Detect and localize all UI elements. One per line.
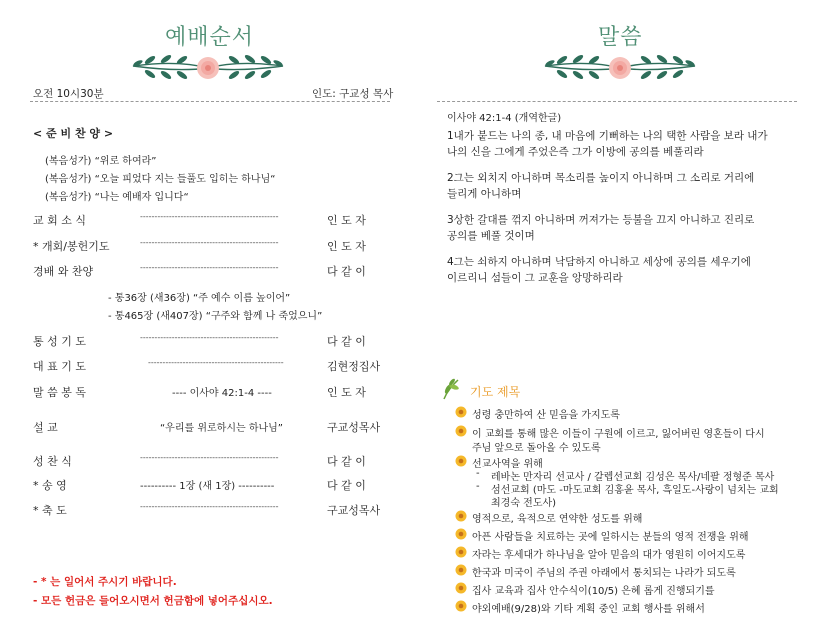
prayer-item: 이 교회를 통해 많은 이들이 구원에 이르고, 잃어버린 영혼들이 다시 <box>472 429 765 440</box>
left-divider <box>30 101 390 102</box>
order-middle: ------------------------------------------------ <box>140 333 279 342</box>
verse-line: 2그는 외치지 아니하며 목소리를 높이지 아니하며 그 소리로 거리에 <box>447 172 755 184</box>
right-divider <box>437 101 797 102</box>
verse-line: 4그는 쇠하지 아니하며 낙담하지 아니하고 세상에 공의를 세우기에 <box>447 256 751 268</box>
prayer-item: 선교사역을 위해 <box>472 459 543 470</box>
prayer-item: 야외예배(9/28)와 기타 계획 중인 교회 행사를 위해서 <box>472 604 705 615</box>
mission-item: 섬선교회 (마도 -마도교회 김홍윤 목사, 흑일도-사랑이 넘치는 교회 <box>491 485 779 496</box>
order-person: 다 같 이 <box>327 335 366 348</box>
sunflower-bullet-icon <box>455 564 467 576</box>
sunflower-bullet-icon <box>455 510 467 522</box>
order-middle: ------------------------------------------------ <box>140 502 279 511</box>
order-person: 다 같 이 <box>327 479 366 492</box>
order-person: 인 도 자 <box>327 214 366 227</box>
order-person: 다 같 이 <box>327 265 366 278</box>
floral-ornament-icon <box>540 50 700 86</box>
order-label: * 축 도 <box>33 504 67 517</box>
order-label: * 개회/봉헌기도 <box>33 240 110 253</box>
order-label: 교 회 소 식 <box>33 214 86 227</box>
order-label: 설 교 <box>33 421 58 434</box>
order-person: 김현정집사 <box>327 360 381 373</box>
order-person: 다 같 이 <box>327 455 366 468</box>
service-leader: 인도: 구교성 목사 <box>312 88 394 100</box>
sunflower-bullet-icon <box>455 406 467 418</box>
order-middle: ---- 이사야 42:1-4 ---- <box>172 388 272 399</box>
scripture-reference: 이사야 42:1-4 (개역한글) <box>447 113 562 124</box>
prep-praise-heading: < 준 비 찬 양 > <box>33 127 114 140</box>
verse-line: 3상한 갈대를 꺾지 아니하며 꺼져가는 등불을 끄지 아니하고 진리로 <box>447 214 755 226</box>
order-middle: ------------------------------------------------ <box>140 238 279 247</box>
verse-line: 나의 신을 그에게 주었은즉 그가 이방에 공의를 베풀리라 <box>447 146 704 158</box>
sunflower-bullet-icon <box>455 455 467 467</box>
service-time: 오전 10시30분 <box>33 88 104 100</box>
order-middle: ------------------------------------------------ <box>140 263 279 272</box>
mission-dash: - <box>476 468 480 479</box>
prep-song: (복음성가) “나는 예배자 입니다“ <box>45 192 189 203</box>
prayer-item: 성령 충만하여 산 믿음을 가지도록 <box>472 410 620 421</box>
prep-song: (복음성가) “오늘 피었다 지는 들풀도 입히는 하나님“ <box>45 174 276 185</box>
sunflower-bullet-icon <box>455 528 467 540</box>
order-middle: ------------------------------------------------ <box>140 453 279 462</box>
order-label: 통 성 기 도 <box>33 335 86 348</box>
order-of-worship-title: 예배순서 <box>165 25 255 50</box>
standing-note: - * 는 일어서 주시기 바랍니다. <box>33 576 177 588</box>
leaf-sprig-icon <box>440 377 462 401</box>
praise-song: - 통36장 (새36장) “주 예수 이름 높이어” <box>108 293 291 304</box>
prayer-item: 자라는 후세대가 하나님을 알아 믿음의 대가 영원히 이어지도록 <box>472 550 746 561</box>
sunflower-bullet-icon <box>455 582 467 594</box>
mission-item: 레바논 만자리 선교사 / 갈렙선교회 김성은 목사/네팔 정형준 목사 <box>491 472 775 483</box>
prayer-item: 영적으로, 육적으로 연약한 성도를 위해 <box>472 514 643 525</box>
verse-line: 이르리니 섬들이 그 교훈을 앙망하리라 <box>447 272 623 284</box>
sermon-word-title: 말씀 <box>598 25 643 50</box>
order-middle: ----------------------------------------------- <box>148 358 284 367</box>
verse-line: 1내가 붙드는 나의 종, 내 마음에 기뻐하는 나의 택한 사람을 보라 내가 <box>447 130 768 142</box>
prayer-item: 주님 앞으로 돌아올 수 있도록 <box>472 443 601 454</box>
floral-ornament-icon <box>128 50 288 86</box>
order-label: 경배 와 찬양 <box>33 265 94 278</box>
offering-note: - 모든 헌금은 들어오시면서 헌금함에 넣어주십시오. <box>33 595 273 607</box>
prayer-item: 한국과 미국이 주님의 주권 아래에서 통치되는 나라가 되도록 <box>472 568 736 579</box>
order-label: 말 씀 봉 독 <box>33 386 86 399</box>
order-label: 대 표 기 도 <box>33 360 86 373</box>
prep-song: (복음성가) “위로 하여라” <box>45 156 157 167</box>
order-person: 구교성목사 <box>327 504 381 517</box>
prayer-item: 집사 교육과 집사 안수식이(10/5) 은혜 롭게 진행되기를 <box>472 586 715 597</box>
verse-line: 들리게 아니하며 <box>447 188 522 200</box>
order-middle: ---------- 1장 (새 1장) ---------- <box>140 481 275 492</box>
prayer-title: 기도 제목 <box>470 385 521 399</box>
order-label: 성 찬 식 <box>33 455 72 468</box>
prayer-item: 아픈 사람들을 치료하는 곳에 일하시는 분들의 영적 전쟁을 위해 <box>472 532 749 543</box>
sunflower-bullet-icon <box>455 600 467 612</box>
praise-song: - 통465장 (새407장) “구주와 함께 나 죽었으니” <box>108 311 323 322</box>
mission-dash: - <box>476 481 480 492</box>
order-person: 인 도 자 <box>327 386 366 399</box>
order-person: 구교성목사 <box>327 421 381 434</box>
verse-line: 공의를 베풀 것이며 <box>447 230 535 242</box>
sunflower-bullet-icon <box>455 425 467 437</box>
order-middle: ------------------------------------------------ <box>140 212 279 221</box>
order-person: 인 도 자 <box>327 240 366 253</box>
order-label: * 송 영 <box>33 479 67 492</box>
sunflower-bullet-icon <box>455 546 467 558</box>
mission-item: 최경숙 전도사) <box>491 498 557 509</box>
sermon-title: “우리를 위로하시는 하나님” <box>160 423 283 434</box>
